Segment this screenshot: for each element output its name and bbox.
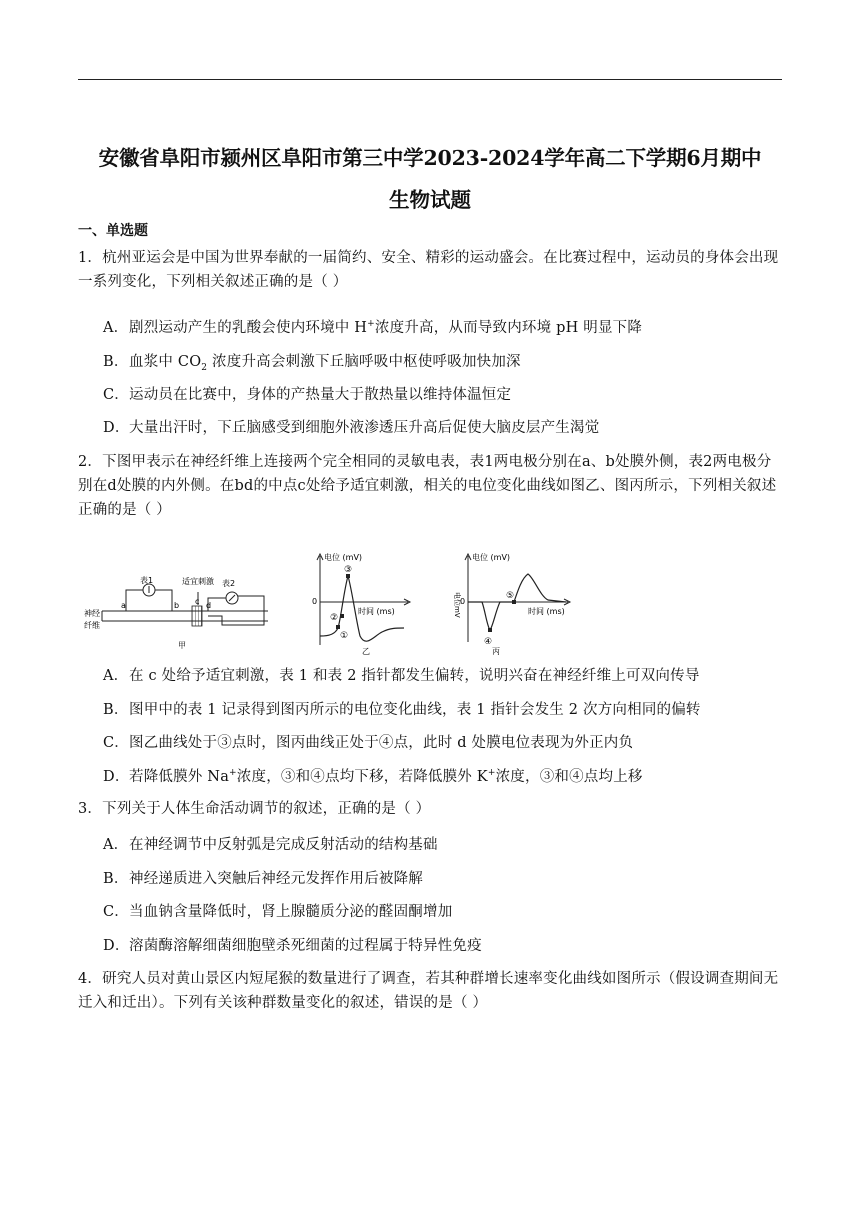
bing-point-4: ④ — [484, 637, 493, 647]
section-heading: 一、单选题 — [78, 223, 148, 239]
figure-bing — [448, 550, 578, 658]
question-3-stem: 3．下列关于人体生命活动调节的叙述，正确的是（ ） — [78, 801, 431, 817]
bing-zero: 0 — [460, 597, 466, 606]
page-title: 安徽省阜阳市颍州区阜阳市第三中学2023-2024学年高二下学期6月期中 — [98, 146, 762, 170]
q2-option-a: A．在 c 处给予适宜刺激，表 1 和表 2 指针都发生偏转，说明兴奋在神经纤维上可双向传导 — [103, 668, 700, 684]
page-subtitle: 生物试题 — [389, 188, 471, 212]
yi-point-1: ① — [340, 631, 349, 641]
yi-ylabel: 电位 (mV) — [324, 553, 363, 562]
yi-point-3: ③ — [344, 565, 353, 575]
fiber-label-1: 神经 — [84, 609, 100, 618]
meter1-label: 表1 — [140, 576, 154, 585]
bing-point-5: ⑤ — [506, 591, 515, 601]
yi-zero: 0 — [312, 597, 318, 606]
q2-option-d: D．若降低膜外 Na+浓度，③和④点均下移，若降低膜外 K+浓度，③和④点均上移 — [103, 768, 643, 785]
bing-side-label: 电位mV — [453, 592, 461, 618]
q3-option-a: A．在神经调节中反射弧是完成反射活动的结构基础 — [103, 837, 438, 853]
meter2-label: 表2 — [222, 579, 236, 588]
q1-option-b: B．血浆中 $CO_2$ 浓度升高会刺激下丘脑呼吸中枢使呼吸加快加深 — [103, 354, 521, 373]
question-2-stem: 2．下图甲表示在神经纤维上连接两个完全相同的灵敏电表，表1两电极分别在a、b处膜外侧，表2两电极分别在d处膜的内外侧。在bd的中点c处给予适宜刺激，相关的电位变化曲线如图乙、图丙所示，下列相关叙述正确的是（ ） — [78, 454, 777, 518]
q1-option-a: A．剧烈运动产生的乳酸会使内环境中 H+浓度升高，从而导致内环境 pH 明显下降 — [103, 319, 643, 336]
question-1-stem: 1．杭州亚运会是中国为世界奉献的一届简约、安全、精彩的运动盛会。在比赛过程中，运动员的身体会出现一系列变化，下列相关叙述正确的是（ ） — [78, 250, 779, 290]
q3-option-d: D．溶菌酶溶解细菌细胞壁杀死细菌的过程属于特异性免疫 — [103, 938, 482, 954]
top-rule — [78, 79, 782, 80]
question-4-stem: 4．研究人员对黄山景区内短尾猴的数量进行了调查，若其种群增长速率变化曲线如图所示（假设调查期间无迁入和迁出）。下列有关该种群数量变化的叙述，错误的是（ ） — [78, 971, 779, 1011]
point-b-label: b — [174, 601, 180, 610]
point-c-label: c — [195, 597, 200, 606]
figure-yi — [308, 550, 416, 658]
figure-yi-caption: 乙 — [362, 647, 370, 656]
q3-option-b: B．神经递质进入突触后神经元发挥作用后被降解 — [103, 871, 423, 887]
figure-jia — [78, 576, 268, 654]
q2-option-b: B．图甲中的表 1 记录得到图丙所示的电位变化曲线，表 1 指针会发生 2 次方向相同的偏转 — [103, 702, 701, 718]
point-d-label: d — [206, 601, 212, 610]
q1-option-c: C．运动员在比赛中，身体的产热量大于散热量以维持体温恒定 — [103, 387, 512, 403]
q3-option-c: C．当血钠含量降低时，肾上腺髓质分泌的醛固酮增加 — [103, 904, 453, 920]
stimulus-label: 适宜刺激 — [182, 577, 214, 586]
q1-option-d: D．大量出汗时，下丘脑感受到细胞外液渗透压升高后促使大脑皮层产生渴觉 — [103, 420, 600, 436]
figure-jia-caption: 甲 — [178, 641, 186, 650]
bing-ylabel: 电位 (mV) — [472, 553, 511, 562]
q2-option-c: C．图乙曲线处于③点时，图丙曲线正处于④点，此时 d 处膜电位表现为外正内负 — [103, 735, 634, 751]
yi-point-2: ② — [330, 613, 339, 623]
bing-xlabel: 时间 (ms) — [528, 607, 565, 616]
point-a-label: a — [121, 601, 126, 610]
fiber-label-2: 纤维 — [84, 621, 100, 630]
yi-xlabel: 时间 (ms) — [358, 607, 395, 616]
figure-bing-caption: 丙 — [492, 647, 500, 656]
